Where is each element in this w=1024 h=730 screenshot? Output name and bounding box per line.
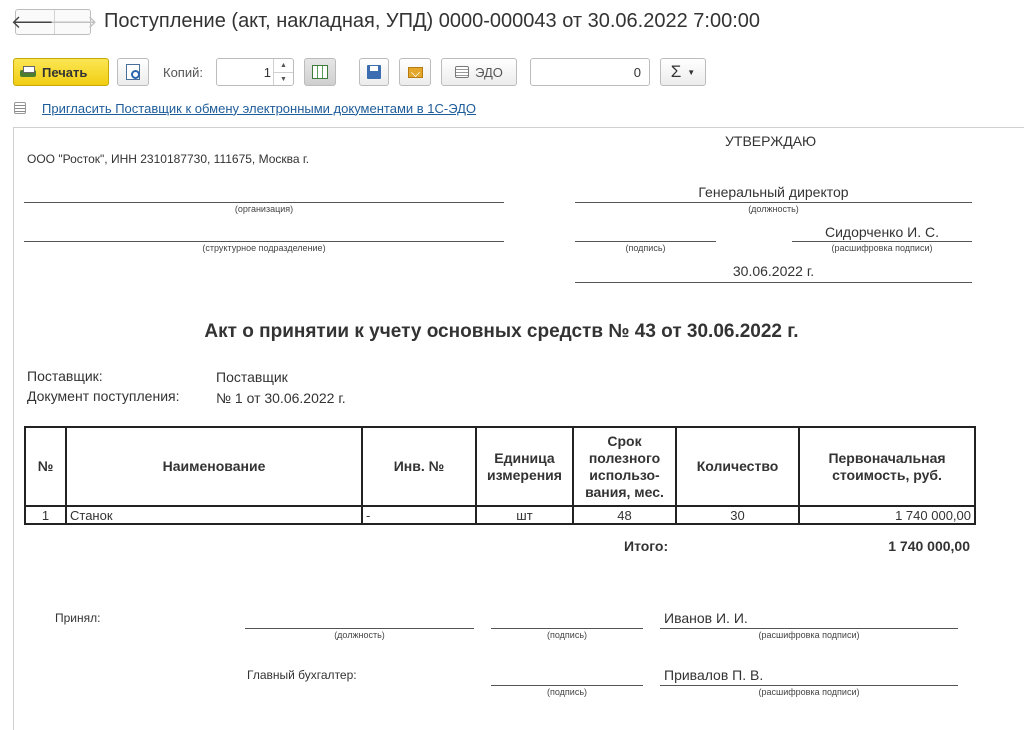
accepted-position-line xyxy=(245,628,474,629)
copies-spinner xyxy=(273,59,293,85)
accountant-signature-caption: (подпись) xyxy=(546,687,588,697)
approve-signature-caption: (подпись) xyxy=(625,243,666,253)
accountant-name: Привалов П. В. xyxy=(664,667,764,683)
approve-title: УТВЕРЖДАЮ xyxy=(725,133,817,149)
receipt-document-value: № 1 от 30.06.2022 г. xyxy=(216,390,346,406)
save-icon xyxy=(367,65,381,79)
supplier-value: Поставщик xyxy=(216,369,288,385)
forward-button[interactable] xyxy=(49,10,98,34)
settings-grid-icon xyxy=(312,65,328,79)
row-number: 1 xyxy=(25,506,66,524)
approve-position-caption: (должность) xyxy=(748,204,799,214)
preview-icon xyxy=(126,64,140,80)
navigation-buttons xyxy=(10,9,98,35)
row-useful-life: 48 xyxy=(573,506,676,524)
accepted-signature-line xyxy=(491,628,643,629)
receipt-document-label: Документ поступления: xyxy=(27,388,180,404)
count-field[interactable]: 0 xyxy=(530,58,650,86)
assets-table xyxy=(24,426,976,525)
save-button[interactable] xyxy=(359,58,389,86)
title-bar xyxy=(0,0,1024,46)
header-quantity: Количество xyxy=(676,427,799,506)
copies-stepper xyxy=(216,58,294,86)
approve-name-line xyxy=(792,241,972,242)
preview-button[interactable] xyxy=(117,58,149,86)
sum-icon: Σ xyxy=(670,62,682,81)
document-preview[interactable] xyxy=(13,127,1024,730)
approve-date: 30.06.2022 г. xyxy=(732,263,815,279)
approve-position-line xyxy=(575,202,972,203)
edo-list-icon xyxy=(14,102,26,114)
edo-icon xyxy=(455,66,469,78)
accepted-name-caption: (расшифровка подписи) xyxy=(758,630,860,640)
spin-down-icon[interactable]: ▼ xyxy=(274,72,293,85)
total-label: Итого: xyxy=(624,538,669,554)
row-inventory-number: - xyxy=(362,506,476,524)
approve-position: Генеральный директор xyxy=(698,184,849,200)
row-initial-cost: 1 740 000,00 xyxy=(799,506,975,524)
send-mail-button[interactable] xyxy=(399,58,431,86)
mail-icon xyxy=(408,67,423,78)
print-label: Печать xyxy=(42,64,88,80)
edo-button[interactable] xyxy=(441,58,517,86)
accountant-signature-line xyxy=(491,685,643,686)
approve-name-caption: (расшифровка подписи) xyxy=(831,243,933,253)
document-heading: Акт о принятии к учету основных средств № 43 от 30.06.2022 г. xyxy=(204,321,799,342)
accountant-label: Главный бухгалтер: xyxy=(247,668,357,682)
copies-label: Копий: xyxy=(163,65,203,80)
approve-date-line xyxy=(575,282,972,283)
header-inventory-number: Инв. № xyxy=(362,427,476,506)
spin-up-icon[interactable]: ▲ xyxy=(280,62,287,69)
subdivision-line xyxy=(24,241,504,242)
row-unit: шт xyxy=(476,506,573,524)
header-number: № xyxy=(25,427,66,506)
forward-arrow-icon: 🡒 xyxy=(49,11,98,33)
chevron-down-icon: ▼ xyxy=(687,67,696,77)
accepted-name: Иванов И. И. xyxy=(664,610,748,626)
header-initial-cost: Первоначальная стоимость, руб. xyxy=(799,427,975,506)
copies-input[interactable] xyxy=(219,62,271,82)
window-title: Поступление (акт, накладная, УПД) 0000-000043 от 30.06.2022 7:00:00 xyxy=(104,10,761,32)
approve-signature-line xyxy=(575,241,716,242)
table-row xyxy=(25,506,975,524)
header-name: Наименование xyxy=(66,427,362,506)
back-arrow-icon: 🡐 xyxy=(10,11,60,33)
back-button[interactable] xyxy=(10,10,60,34)
edo-invite-link[interactable]: Пригласить Поставщик к обмену электронными документами в 1С-ЭДО xyxy=(42,100,477,116)
accepted-signature-caption: (подпись) xyxy=(546,630,588,640)
organization-caption: (организация) xyxy=(234,204,294,214)
edo-invite-row xyxy=(14,99,476,117)
subdivision-caption: (структурное подразделение) xyxy=(202,243,326,253)
approve-name: Сидорченко И. С. xyxy=(825,224,939,240)
row-name: Станок xyxy=(66,506,362,524)
total-value: 1 740 000,00 xyxy=(888,538,970,554)
accountant-name-line xyxy=(660,685,958,686)
toolbar xyxy=(0,58,1024,88)
accepted-name-line xyxy=(660,628,958,629)
row-quantity: 30 xyxy=(676,506,799,524)
sum-button[interactable] xyxy=(660,58,706,86)
supplier-label: Поставщик: xyxy=(27,368,103,384)
print-button[interactable] xyxy=(13,58,109,86)
table-header-row xyxy=(25,427,975,506)
printer-icon xyxy=(20,66,36,79)
organization-text: ООО "Росток", ИНН 2310187730, 111675, Москва г. xyxy=(27,152,310,166)
accepted-label: Принял: xyxy=(55,611,101,625)
accepted-position-caption: (должность) xyxy=(334,630,385,640)
header-unit: Единица измерения xyxy=(476,427,573,506)
edo-label: ЭДО xyxy=(475,64,503,80)
header-useful-life: Срок полезного использо-вания, мес. xyxy=(573,427,676,506)
accountant-name-caption: (расшифровка подписи) xyxy=(758,687,860,697)
organization-line xyxy=(24,202,504,203)
print-settings-button[interactable] xyxy=(304,58,336,86)
